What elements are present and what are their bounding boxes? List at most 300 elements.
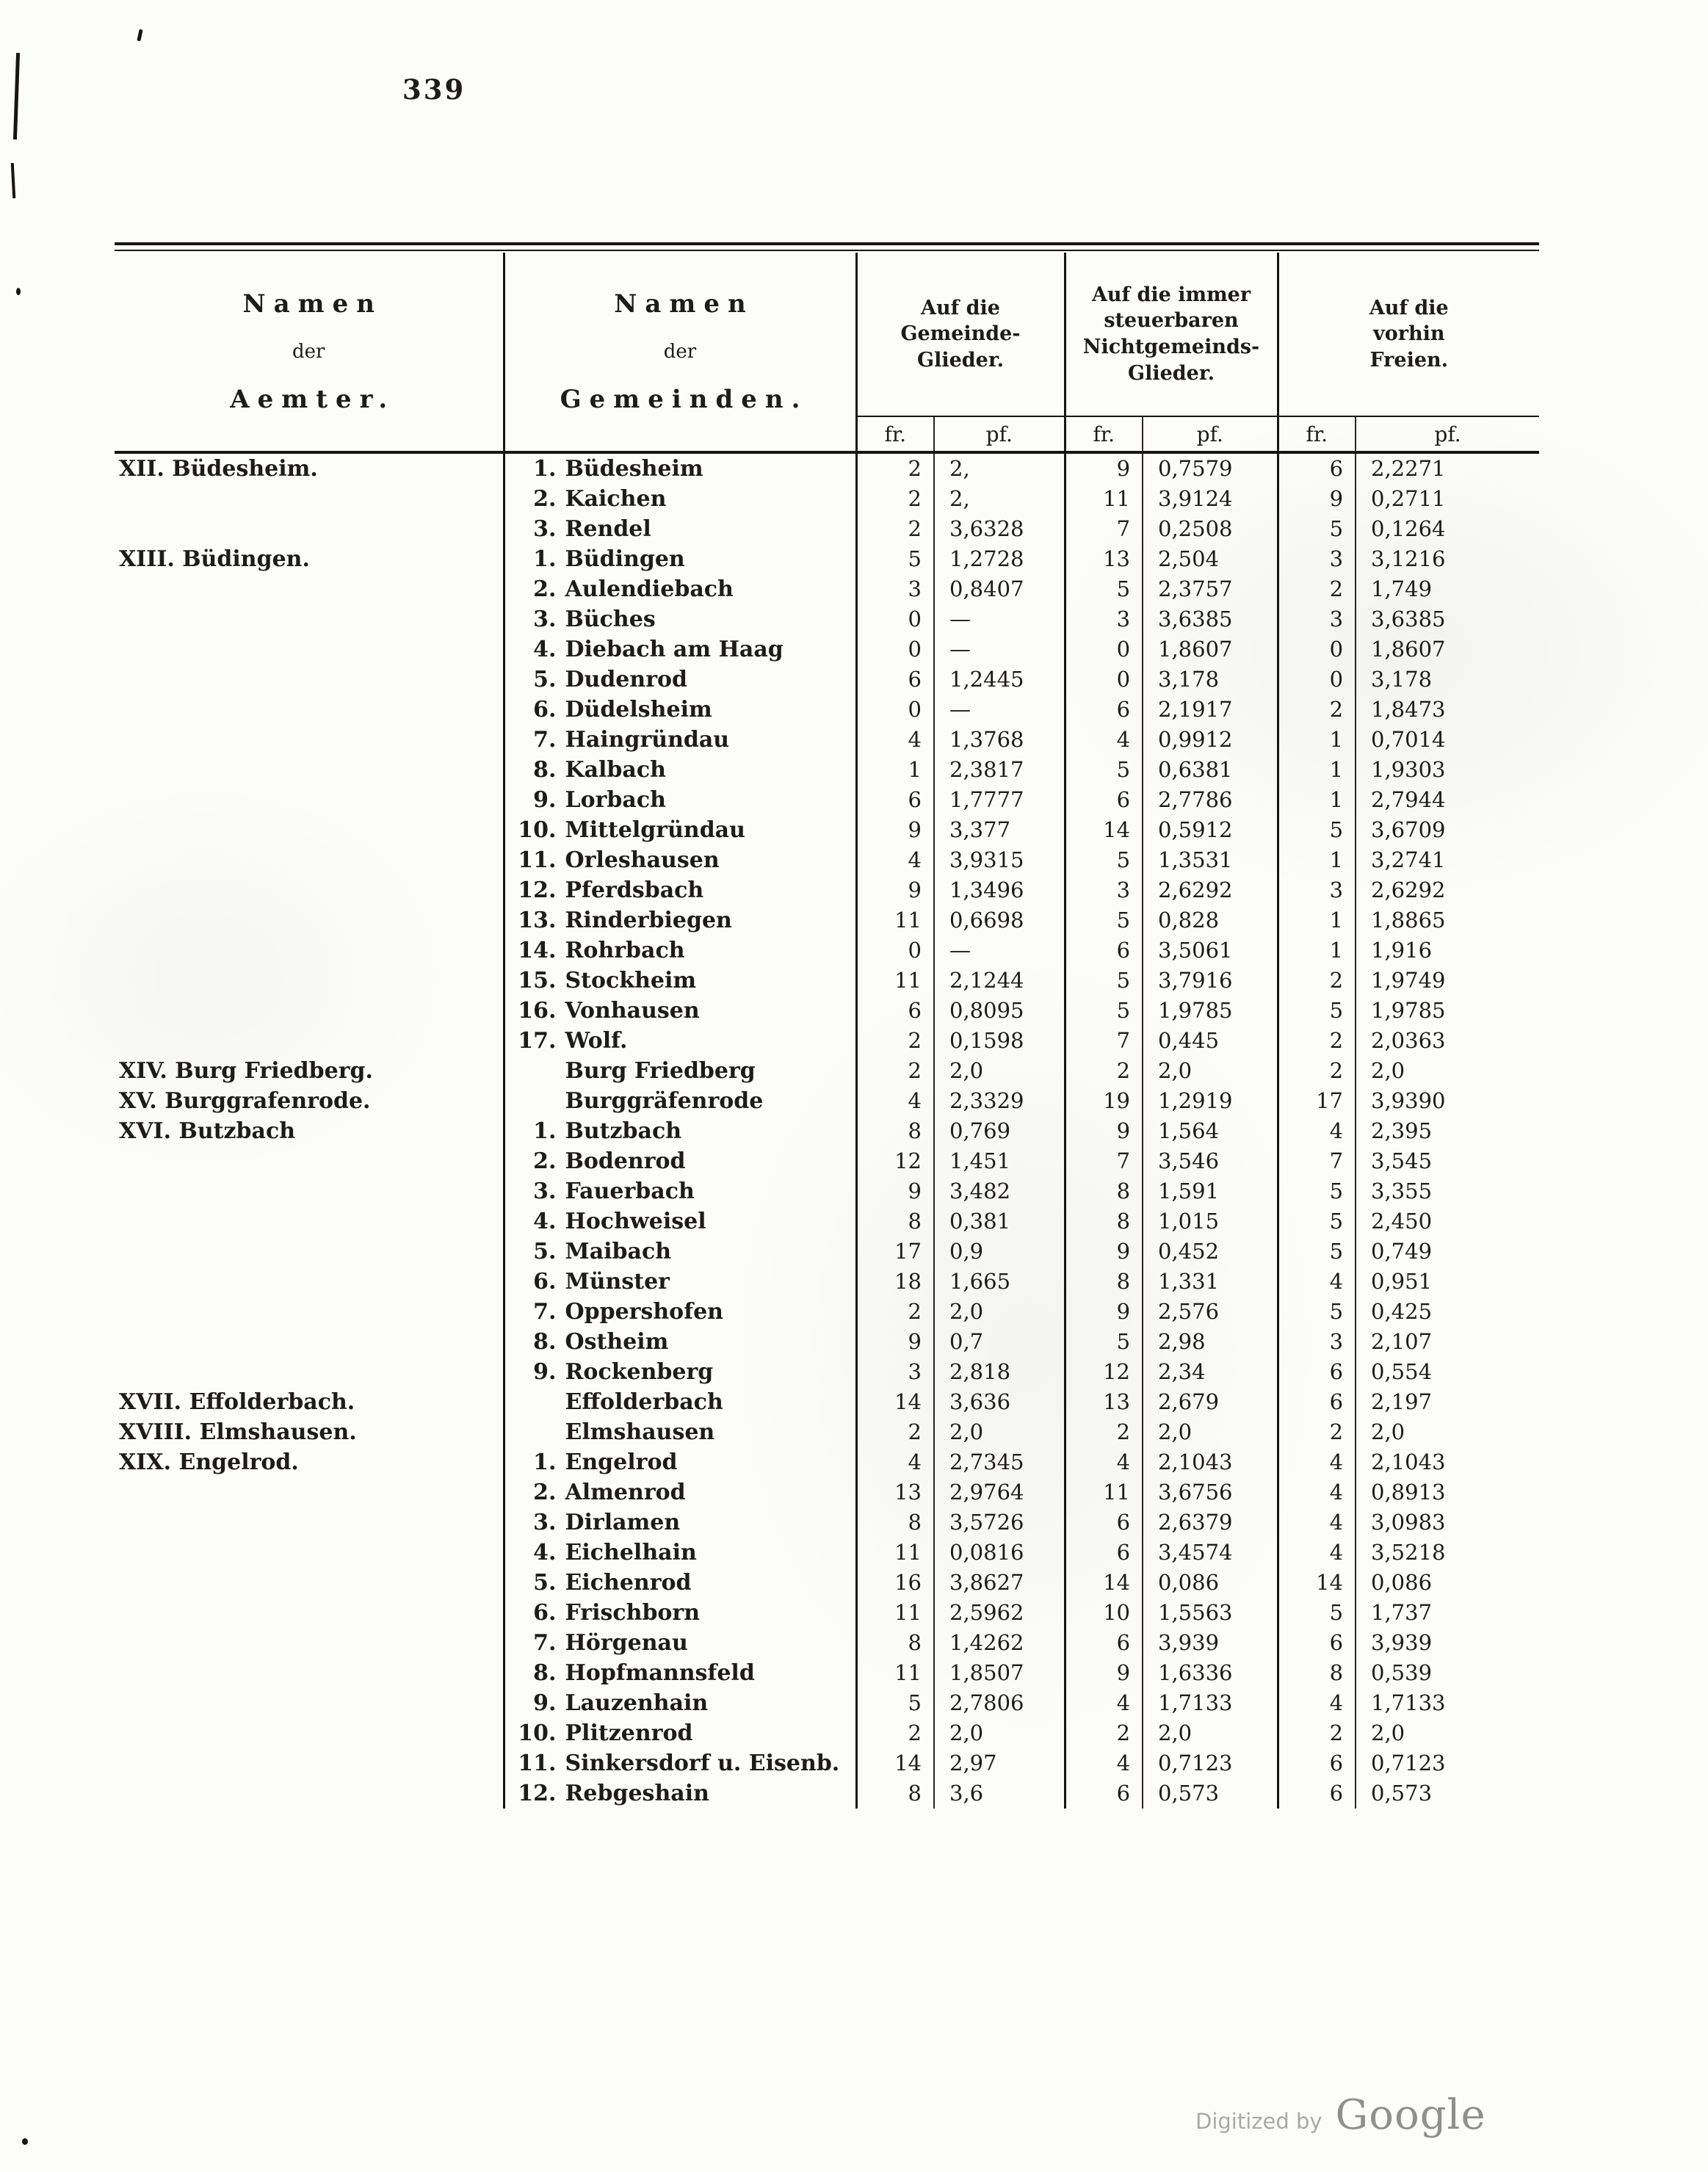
nichtgemeinds-glieder-pf-cell: 3,546 [1143, 1146, 1278, 1176]
gemeinde-glieder-pf-cell: 2, [934, 484, 1065, 514]
gemeinde-glieder-fr-cell: 3 [856, 574, 934, 604]
amt-cell: XVIII. Elmshausen. [119, 1419, 357, 1445]
subheader-pf: pf. [1356, 416, 1539, 452]
gemeinde-cell [504, 755, 856, 785]
gemeinde-cell [504, 514, 856, 544]
gemeinde-glieder-fr-cell: 11 [856, 1598, 934, 1628]
vorhin-freien-fr-cell: 5 [1278, 1176, 1356, 1206]
nichtgemeinds-glieder-pf-cell: 0,2508 [1143, 514, 1278, 544]
vorhin-freien-pf-cell: 3,355 [1356, 1176, 1539, 1206]
gemeinde-name: Büches [565, 607, 656, 632]
nichtgemeinds-glieder-fr-cell: 5 [1065, 966, 1143, 996]
nichtgemeinds-glieder-fr-cell: 13 [1065, 544, 1143, 574]
gemeinde-cell [504, 1718, 856, 1748]
gemeinde-number: 2. [533, 1148, 557, 1174]
gemeinde-cell [504, 966, 856, 996]
amt-cell [115, 1297, 504, 1327]
amt-cell [115, 1146, 504, 1176]
table-row [115, 1116, 1539, 1146]
gemeinde-name: Stockheim [565, 968, 697, 993]
gemeinde-number: 11. [518, 847, 557, 873]
scan-artifact [137, 29, 142, 42]
nichtgemeinds-glieder-pf-cell: 3,178 [1143, 665, 1278, 695]
amt-cell: XII. Büdesheim. [119, 456, 318, 482]
gemeinde-glieder-fr-cell: 2 [856, 1056, 934, 1086]
table-row [115, 1778, 1539, 1809]
gemeinde-glieder-pf-cell: 1,3768 [934, 725, 1065, 755]
amt-cell [115, 695, 504, 725]
gemeinde-glieder-pf-cell: 1,451 [934, 1146, 1065, 1176]
nichtgemeinds-glieder-fr-cell: 9 [1065, 1237, 1143, 1267]
nichtgemeinds-glieder-fr-cell: 5 [1065, 845, 1143, 875]
gemeinde-number: 8. [533, 757, 557, 783]
vorhin-freien-pf-cell: 0,1264 [1356, 514, 1539, 544]
header-line: vorhin [1373, 322, 1445, 346]
gemeinde-name: Büdingen [565, 546, 685, 572]
vorhin-freien-fr-cell: 5 [1278, 1237, 1356, 1267]
gemeinde-number: 3. [533, 516, 557, 542]
vorhin-freien-pf-cell: 3,178 [1356, 665, 1539, 695]
gemeinde-cell [504, 1026, 856, 1056]
amt-cell [115, 1568, 504, 1598]
header-line: Namen [614, 289, 754, 319]
column-header-nichtgemeinds-glieder [1065, 253, 1278, 416]
gemeinde-glieder-pf-cell: 1,665 [934, 1267, 1065, 1297]
gemeinde-glieder-pf-cell: — [934, 935, 1065, 966]
nichtgemeinds-glieder-pf-cell: 0,5912 [1143, 815, 1278, 845]
gemeinde-glieder-fr-cell: 11 [856, 1538, 934, 1568]
table-row [115, 1086, 1539, 1116]
gemeinde-number: 6. [533, 697, 557, 723]
gemeinde-name: Aulendiebach [565, 576, 734, 602]
nichtgemeinds-glieder-pf-cell: 1,8607 [1143, 634, 1278, 665]
vorhin-freien-pf-cell: 2,450 [1356, 1206, 1539, 1237]
top-rule-thin [115, 250, 1539, 251]
table-row [115, 1387, 1539, 1417]
nichtgemeinds-glieder-fr-cell: 7 [1065, 1146, 1143, 1176]
nichtgemeinds-glieder-pf-cell: 1,2919 [1143, 1086, 1278, 1116]
gemeinde-cell [504, 1538, 856, 1568]
gemeinde-cell [504, 1688, 856, 1718]
vorhin-freien-pf-cell: 3,545 [1356, 1146, 1539, 1176]
gemeinde-number: 1. [533, 456, 557, 482]
vorhin-freien-pf-cell: 3,0983 [1356, 1507, 1539, 1538]
gemeinde-cell [504, 1778, 856, 1809]
gemeinde-cell [504, 1628, 856, 1658]
nichtgemeinds-glieder-pf-cell: 1,591 [1143, 1176, 1278, 1206]
nichtgemeinds-glieder-fr-cell: 7 [1065, 1026, 1143, 1056]
gemeinde-glieder-pf-cell: 2,0 [934, 1056, 1065, 1086]
vorhin-freien-fr-cell: 2 [1278, 1026, 1356, 1056]
amt-cell [115, 845, 504, 875]
gemeinde-glieder-pf-cell: 2,1244 [934, 966, 1065, 996]
table-row [115, 1056, 1539, 1086]
header-line: Aemter. [230, 385, 396, 414]
amt-cell [115, 1477, 504, 1507]
amt-cell [115, 1206, 504, 1237]
header-line: der [292, 341, 325, 363]
gemeinde-glieder-pf-cell: 0,769 [934, 1116, 1065, 1146]
table-row [115, 1568, 1539, 1598]
gemeinde-glieder-pf-cell: 1,2445 [934, 665, 1065, 695]
column-header-aemter [115, 253, 504, 452]
gemeinde-glieder-pf-cell: 3,5726 [934, 1507, 1065, 1538]
header-line: Nichtgemeinds- [1082, 336, 1260, 358]
amt-cell [115, 1688, 504, 1718]
nichtgemeinds-glieder-fr-cell: 5 [1065, 574, 1143, 604]
gemeinde-name: Ostheim [565, 1329, 669, 1355]
vorhin-freien-fr-cell: 2 [1278, 1056, 1356, 1086]
nichtgemeinds-glieder-pf-cell: 3,5061 [1143, 935, 1278, 966]
column-header-gemeinde-glieder [856, 253, 1065, 416]
gemeinde-glieder-pf-cell: 2,0 [934, 1417, 1065, 1447]
vorhin-freien-fr-cell: 17 [1278, 1086, 1356, 1116]
nichtgemeinds-glieder-fr-cell: 2 [1065, 1056, 1143, 1086]
subheader-pf: pf. [934, 416, 1065, 452]
table-row [115, 665, 1539, 695]
nichtgemeinds-glieder-pf-cell: 3,6385 [1143, 604, 1278, 634]
vorhin-freien-pf-cell: 0,2711 [1356, 484, 1539, 514]
nichtgemeinds-glieder-fr-cell: 11 [1065, 1477, 1143, 1507]
gemeinde-glieder-pf-cell: 1,3496 [934, 875, 1065, 905]
gemeinde-name: Rebgeshain [565, 1781, 709, 1806]
gemeinde-name: Eichelhain [565, 1540, 697, 1565]
gemeinde-glieder-pf-cell: 3,482 [934, 1176, 1065, 1206]
gemeinde-cell [504, 785, 856, 815]
nichtgemeinds-glieder-fr-cell: 5 [1065, 905, 1143, 935]
gemeinde-glieder-fr-cell: 8 [856, 1628, 934, 1658]
nichtgemeinds-glieder-fr-cell: 8 [1065, 1206, 1143, 1237]
vorhin-freien-pf-cell: 3,939 [1356, 1628, 1539, 1658]
nichtgemeinds-glieder-pf-cell: 3,6756 [1143, 1477, 1278, 1507]
gemeinde-glieder-fr-cell: 2 [856, 1417, 934, 1447]
nichtgemeinds-glieder-pf-cell: 3,939 [1143, 1628, 1278, 1658]
nichtgemeinds-glieder-fr-cell: 11 [1065, 484, 1143, 514]
gemeinde-cell [504, 996, 856, 1026]
nichtgemeinds-glieder-fr-cell: 9 [1065, 452, 1143, 484]
vorhin-freien-fr-cell: 1 [1278, 845, 1356, 875]
gemeinde-glieder-pf-cell: 2,9764 [934, 1477, 1065, 1507]
table-row [115, 1297, 1539, 1327]
vorhin-freien-fr-cell: 2 [1278, 574, 1356, 604]
table-header [115, 253, 1539, 452]
gemeinde-number: 9. [533, 787, 557, 813]
gemeinde-glieder-pf-cell: 2,3817 [934, 755, 1065, 785]
gemeinde-number: 6. [533, 1600, 557, 1626]
nichtgemeinds-glieder-fr-cell: 6 [1065, 695, 1143, 725]
vorhin-freien-pf-cell: 0,554 [1356, 1357, 1539, 1387]
gemeinde-glieder-pf-cell: 1,7777 [934, 785, 1065, 815]
table-row [115, 604, 1539, 634]
gemeinde-number: 7. [533, 1299, 557, 1325]
header-line: Gemeinde- [900, 322, 1021, 346]
gemeinde-name: Haingründau [565, 727, 730, 753]
table-row [115, 815, 1539, 845]
gemeinde-glieder-fr-cell: 13 [856, 1477, 934, 1507]
gemeinde-name: Orleshausen [565, 847, 720, 873]
gemeinde-name: Wolf. [565, 1028, 628, 1054]
table-row [115, 695, 1539, 725]
amt-cell [115, 1538, 504, 1568]
vorhin-freien-fr-cell: 3 [1278, 1327, 1356, 1357]
vorhin-freien-pf-cell: 0,8913 [1356, 1477, 1539, 1507]
nichtgemeinds-glieder-fr-cell: 9 [1065, 1297, 1143, 1327]
gemeinde-glieder-pf-cell: 2,0 [934, 1297, 1065, 1327]
gemeinde-number: 10. [518, 817, 557, 843]
gemeinde-cell [504, 452, 856, 484]
vorhin-freien-pf-cell: 0,573 [1356, 1778, 1539, 1809]
gemeinde-glieder-pf-cell: 0,9 [934, 1237, 1065, 1267]
gemeinde-name: Dirlamen [565, 1510, 681, 1535]
gemeinde-name: Sinkersdorf u. Eisenb. [565, 1751, 840, 1776]
gemeinde-glieder-fr-cell: 4 [856, 725, 934, 755]
table-row [115, 1658, 1539, 1688]
gemeinde-number: 13. [518, 908, 557, 933]
gemeinde-cell [504, 1447, 856, 1477]
gemeinde-number: 8. [533, 1329, 557, 1355]
gemeinde-glieder-fr-cell: 4 [856, 1086, 934, 1116]
amt-cell: XIV. Burg Friedberg. [119, 1058, 373, 1084]
gemeinde-name: Elmshausen [565, 1419, 715, 1445]
gemeinde-glieder-pf-cell: 2,7806 [934, 1688, 1065, 1718]
gemeinde-name: Düdelsheim [565, 697, 712, 723]
nichtgemeinds-glieder-pf-cell: 2,679 [1143, 1387, 1278, 1417]
nichtgemeinds-glieder-fr-cell: 6 [1065, 1538, 1143, 1568]
vorhin-freien-fr-cell: 4 [1278, 1507, 1356, 1538]
gemeinde-name: Butzbach [565, 1118, 682, 1144]
amt-cell [115, 574, 504, 604]
gemeinde-glieder-fr-cell: 17 [856, 1237, 934, 1267]
nichtgemeinds-glieder-fr-cell: 6 [1065, 785, 1143, 815]
gemeinde-cell [504, 725, 856, 755]
gemeinde-name: Engelrod [565, 1449, 678, 1475]
gemeinde-cell [504, 1658, 856, 1688]
nichtgemeinds-glieder-fr-cell: 3 [1065, 604, 1143, 634]
gemeinde-cell [504, 1507, 856, 1538]
vorhin-freien-pf-cell: 3,2741 [1356, 845, 1539, 875]
gemeinde-name: Rendel [565, 516, 651, 542]
vorhin-freien-fr-cell: 6 [1278, 1387, 1356, 1417]
gemeinde-glieder-fr-cell: 4 [856, 845, 934, 875]
amt-cell [115, 1778, 504, 1809]
nichtgemeinds-glieder-fr-cell: 0 [1065, 665, 1143, 695]
nichtgemeinds-glieder-pf-cell: 3,7916 [1143, 966, 1278, 996]
table-row [115, 875, 1539, 905]
gemeinde-cell [504, 1116, 856, 1146]
subheader-fr: fr. [1065, 416, 1143, 452]
vorhin-freien-pf-cell: 2,1043 [1356, 1447, 1539, 1477]
gemeinde-glieder-pf-cell: 0,381 [934, 1206, 1065, 1237]
table-body [115, 452, 1539, 1809]
gemeinde-cell [504, 815, 856, 845]
gemeinde-name: Almenrod [565, 1480, 686, 1505]
vorhin-freien-fr-cell: 5 [1278, 996, 1356, 1026]
gemeinde-glieder-fr-cell: 0 [856, 634, 934, 665]
amt-cell [115, 1598, 504, 1628]
gemeinde-cell [504, 935, 856, 966]
gemeinde-glieder-pf-cell: 0,1598 [934, 1026, 1065, 1056]
gemeinde-name: Mittelgründau [565, 817, 745, 843]
vorhin-freien-fr-cell: 1 [1278, 935, 1356, 966]
amt-cell: XVII. Effolderbach. [119, 1389, 355, 1415]
nichtgemeinds-glieder-fr-cell: 7 [1065, 514, 1143, 544]
nichtgemeinds-glieder-fr-cell: 6 [1065, 1778, 1143, 1809]
gemeinde-number: 7. [533, 1630, 557, 1656]
nichtgemeinds-glieder-fr-cell: 13 [1065, 1387, 1143, 1417]
gemeinde-name: Hochweisel [565, 1209, 706, 1234]
column-header-vorhin-freien [1278, 253, 1539, 416]
vorhin-freien-fr-cell: 2 [1278, 1718, 1356, 1748]
nichtgemeinds-glieder-fr-cell: 6 [1065, 935, 1143, 966]
table-row [115, 514, 1539, 544]
vorhin-freien-fr-cell: 6 [1278, 1748, 1356, 1778]
gemeinde-number: 14. [518, 938, 557, 963]
subheader-fr: fr. [1278, 416, 1356, 452]
table-row [115, 935, 1539, 966]
column-header-gemeinden [504, 253, 856, 452]
gemeinde-glieder-pf-cell: 3,377 [934, 815, 1065, 845]
gemeinde-glieder-fr-cell: 9 [856, 1327, 934, 1357]
vorhin-freien-fr-cell: 5 [1278, 1297, 1356, 1327]
vorhin-freien-pf-cell: 1,749 [1356, 574, 1539, 604]
gemeinde-glieder-pf-cell: 2,0 [934, 1718, 1065, 1748]
amt-cell [115, 1718, 504, 1748]
vorhin-freien-fr-cell: 6 [1278, 452, 1356, 484]
gemeinde-glieder-fr-cell: 4 [856, 1447, 934, 1477]
amt-cell: XIX. Engelrod. [119, 1449, 299, 1475]
gemeinde-number: 2. [533, 486, 557, 512]
nichtgemeinds-glieder-fr-cell: 8 [1065, 1176, 1143, 1206]
header-line: Namen [242, 289, 383, 319]
nichtgemeinds-glieder-pf-cell: 1,015 [1143, 1206, 1278, 1237]
vorhin-freien-pf-cell: 1,916 [1356, 935, 1539, 966]
gemeinde-number: 4. [533, 637, 557, 662]
header-line: Glieder. [917, 348, 1004, 372]
subheader-pf: pf. [1143, 416, 1278, 452]
amt-cell [115, 604, 504, 634]
gemeinde-number: 1. [533, 1449, 557, 1475]
gemeinde-name: Hopfmannsfeld [565, 1660, 755, 1686]
vorhin-freien-fr-cell: 4 [1278, 1538, 1356, 1568]
nichtgemeinds-glieder-pf-cell: 2,98 [1143, 1327, 1278, 1357]
gemeinde-glieder-fr-cell: 11 [856, 1658, 934, 1688]
vorhin-freien-fr-cell: 5 [1278, 1206, 1356, 1237]
table-row [115, 1477, 1539, 1507]
nichtgemeinds-glieder-pf-cell: 1,3531 [1143, 845, 1278, 875]
vorhin-freien-fr-cell: 2 [1278, 1417, 1356, 1447]
amt-cell [115, 815, 504, 845]
nichtgemeinds-glieder-fr-cell: 4 [1065, 1447, 1143, 1477]
gemeinde-cell [504, 544, 856, 574]
gemeinde-glieder-pf-cell: 0,6698 [934, 905, 1065, 935]
gemeinde-glieder-pf-cell: 1,2728 [934, 544, 1065, 574]
gemeinde-cell [504, 1267, 856, 1297]
header-line: Glieder. [1128, 361, 1215, 385]
nichtgemeinds-glieder-pf-cell: 1,5563 [1143, 1598, 1278, 1628]
table-row [115, 725, 1539, 755]
table-row [115, 1598, 1539, 1628]
nichtgemeinds-glieder-pf-cell: 2,7786 [1143, 785, 1278, 815]
vorhin-freien-fr-cell: 8 [1278, 1658, 1356, 1688]
vorhin-freien-pf-cell: 3,1216 [1356, 544, 1539, 574]
amt-cell [115, 1507, 504, 1538]
nichtgemeinds-glieder-pf-cell: 2,504 [1143, 544, 1278, 574]
gemeinde-glieder-pf-cell: 0,8095 [934, 996, 1065, 1026]
gemeinde-cell [504, 1237, 856, 1267]
nichtgemeinds-glieder-pf-cell: 2,576 [1143, 1297, 1278, 1327]
vorhin-freien-fr-cell: 7 [1278, 1146, 1356, 1176]
tax-table [115, 253, 1539, 1809]
amt-cell [115, 755, 504, 785]
vorhin-freien-fr-cell: 1 [1278, 905, 1356, 935]
gemeinde-name: Rohrbach [565, 938, 685, 963]
gemeinde-name: Münster [565, 1269, 670, 1295]
vorhin-freien-pf-cell: 1,7133 [1356, 1688, 1539, 1718]
vorhin-freien-pf-cell: 3,6709 [1356, 815, 1539, 845]
nichtgemeinds-glieder-pf-cell: 0,7579 [1143, 452, 1278, 484]
amt-cell [115, 785, 504, 815]
amt-cell [115, 1327, 504, 1357]
nichtgemeinds-glieder-fr-cell: 19 [1065, 1086, 1143, 1116]
gemeinde-glieder-fr-cell: 5 [856, 544, 934, 574]
gemeinde-name: Kaichen [565, 486, 667, 512]
nichtgemeinds-glieder-fr-cell: 0 [1065, 634, 1143, 665]
vorhin-freien-pf-cell: 0,425 [1356, 1297, 1539, 1327]
gemeinde-glieder-pf-cell: 0,0816 [934, 1538, 1065, 1568]
nichtgemeinds-glieder-fr-cell: 5 [1065, 996, 1143, 1026]
nichtgemeinds-glieder-pf-cell: 2,3757 [1143, 574, 1278, 604]
nichtgemeinds-glieder-fr-cell: 14 [1065, 815, 1143, 845]
scan-artifact [16, 288, 21, 295]
nichtgemeinds-glieder-pf-cell: 1,9785 [1143, 996, 1278, 1026]
amt-cell [115, 966, 504, 996]
gemeinde-cell [504, 604, 856, 634]
gemeinde-name: Burg Friedberg [565, 1058, 756, 1084]
nichtgemeinds-glieder-fr-cell: 3 [1065, 875, 1143, 905]
gemeinde-cell [504, 845, 856, 875]
nichtgemeinds-glieder-fr-cell: 4 [1065, 725, 1143, 755]
table-row [115, 996, 1539, 1026]
nichtgemeinds-glieder-pf-cell: 0,086 [1143, 1568, 1278, 1598]
gemeinde-number: 5. [533, 1570, 557, 1596]
gemeinde-name: Bodenrod [565, 1148, 686, 1174]
gemeinde-name: Rinderbiegen [565, 908, 732, 933]
nichtgemeinds-glieder-pf-cell: 1,331 [1143, 1267, 1278, 1297]
vorhin-freien-fr-cell: 3 [1278, 544, 1356, 574]
gemeinde-glieder-fr-cell: 0 [856, 695, 934, 725]
table-row [115, 1538, 1539, 1568]
gemeinde-number: 11. [518, 1751, 557, 1776]
header-line: Auf die [1369, 296, 1449, 319]
nichtgemeinds-glieder-fr-cell: 8 [1065, 1267, 1143, 1297]
vorhin-freien-fr-cell: 9 [1278, 484, 1356, 514]
gemeinde-number: 1. [533, 1118, 557, 1144]
gemeinde-number: 1. [533, 546, 557, 572]
table-row [115, 484, 1539, 514]
gemeinde-name: Rockenberg [565, 1359, 714, 1385]
table-row [115, 1206, 1539, 1237]
nichtgemeinds-glieder-fr-cell: 5 [1065, 755, 1143, 785]
gemeinde-glieder-fr-cell: 0 [856, 935, 934, 966]
gemeinde-glieder-fr-cell: 5 [856, 1688, 934, 1718]
gemeinde-glieder-fr-cell: 11 [856, 966, 934, 996]
gemeinde-name: Kalbach [565, 757, 666, 783]
vorhin-freien-pf-cell: 3,5218 [1356, 1538, 1539, 1568]
gemeinde-name: Hörgenau [565, 1630, 688, 1656]
vorhin-freien-fr-cell: 3 [1278, 875, 1356, 905]
table-row [115, 1176, 1539, 1206]
amt-cell [115, 1748, 504, 1778]
